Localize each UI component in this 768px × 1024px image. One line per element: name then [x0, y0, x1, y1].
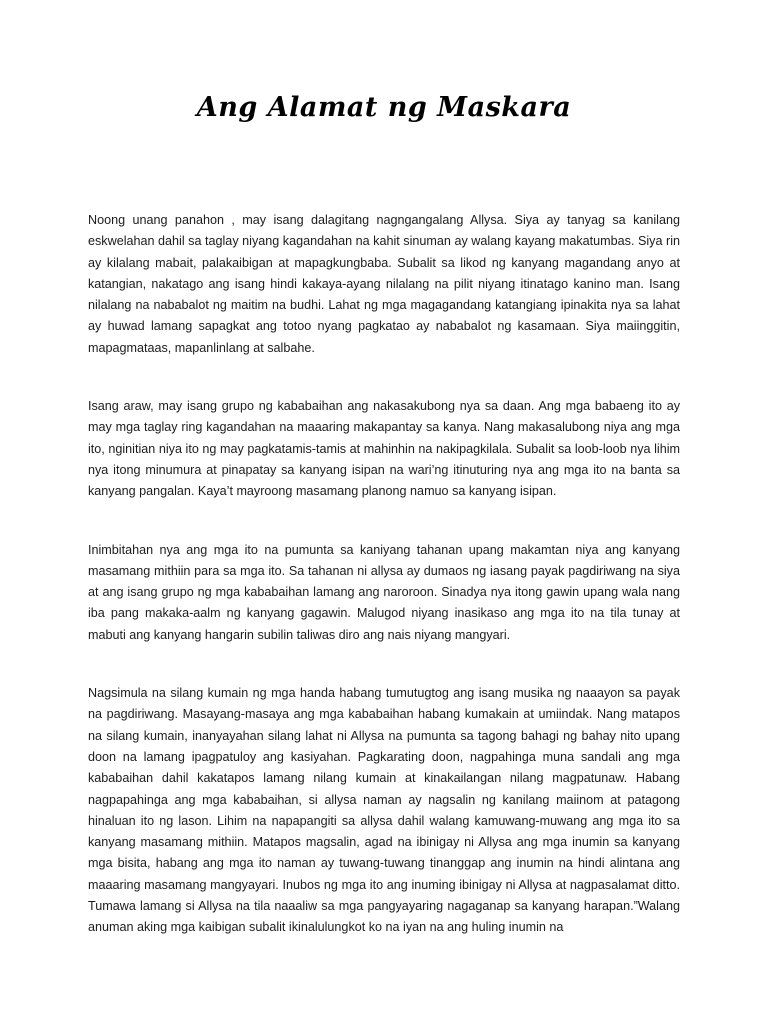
paragraph-3: Inimbitahan nya ang mga ito na pumunta sa kaniyang tahanan upang makamtan niya ang kanyang masamang mithiin para sa mga ito. Sa tahanan ni allysa ay dumaos ng iasang payak pagdiriwang na siya at ang isang grupo ng mga kababaihan lamang ang naroroon. Sinadya nya itong gawin upang wala nang iba pang makaka-aalm ng kanyang gagawin. Malugod niyang inasikaso ang mga ito na tila tunay at mabuti ang kanyang hangarin subilin taliwas diro ang nais niyang mangyari.: [88, 542, 680, 642]
document-body: [88, 210, 680, 939]
document-title: Ang Alamat ng Maskara: [196, 92, 572, 123]
paragraph-2: Isang araw, may isang grupo ng kababaihan ang nakasakubong nya sa daan. Ang mga babaeng ito ay may mga taglay ring kagandahan na maaaring makapantay sa kanya. Nang makasalubong niya ang mga ito, nginitian niya ito ng may pagkatamis-tamis at mahinhin na nakipagkilala. Subalit sa loob-loob nya lihim nya itong minumura at pinapatay sa kanyang isipan na wari’ng itinuturing nya ang mga ito na banta sa kanyang pangalan. Kaya’t mayroong masamang planong namuo sa kanyang isipan.: [88, 399, 680, 499]
paragraph-4: Nagsimula na silang kumain ng mga handa habang tumutugtog ang isang musika ng naaayon sa payak na pagdiriwang. Masayang-masaya ang mga kababaihan habang kumakain at umiindak. Nang matapos na silang kumain, inanyayahan silang lahat ni Allysa na pumunta sa tagong bahagi ng bahay nito upang doon na lamang ipagpatuloy ang kasiyahan. Pagkarating doon, nagpahinga muna sandali ang mga kababaihan dahil kakatapos lamang nilang kumain at kinakailangan nilang magpatunaw. Habang nagpapahinga ang mga kababaihan, si allysa naman ay nagsalin ng kanilang maiinom at patagong hinaluan ito ng lason. Lihim na napapangiti sa allysa dahil walang kamuwang-muwang ang mga ito sa kanyang masamang mithiin. Matapos magsalin, agad na ibinigay ni Allysa ang mga inumin sa kanyang mga bisita, habang ang mga ito naman ay tuwang-tuwang tinanggap ang inumin na hindi alintana ang maaaring masamang mangyayari. Inubos ng mga ito ang inuming ibinigay ni Allysa at nagpasalamat ditto. Tumawa lamang si Allysa na tila naaaliw sa mga pangyayaring nagaganap sa kanyang harapan.”Walang anuman aking mga kaibigan subalit ikinalulungkot ko na iyan na ang huling inumin na: [88, 686, 680, 935]
paragraph-1: Noong unang panahon , may isang dalagitang nagngangalang Allysa. Siya ay tanyag sa kanilang eskwelahan dahil sa taglay niyang kagandahan na kahit sinuman ay walang kayang makatumbas. Siya rin ay kilalang mabait, palakaibigan at mapagkungbaba. Subalit sa likod ng kanyang magandang anyo at katangian, nakatago ang isang hindi kakaya-ayang nilalang na pilit niyang itinatago kanino man. Isang nilalang na nababalot ng maitim na budhi. Lahat ng mga magagandang katangiang ipinakita nya sa lahat ay huwad lamang sapagkat ang totoo nyang pagkatao ay nababalot ng kasamaan. Siya maiinggitin, mapagmataas, mapanlinlang at salbahe.: [88, 213, 680, 355]
